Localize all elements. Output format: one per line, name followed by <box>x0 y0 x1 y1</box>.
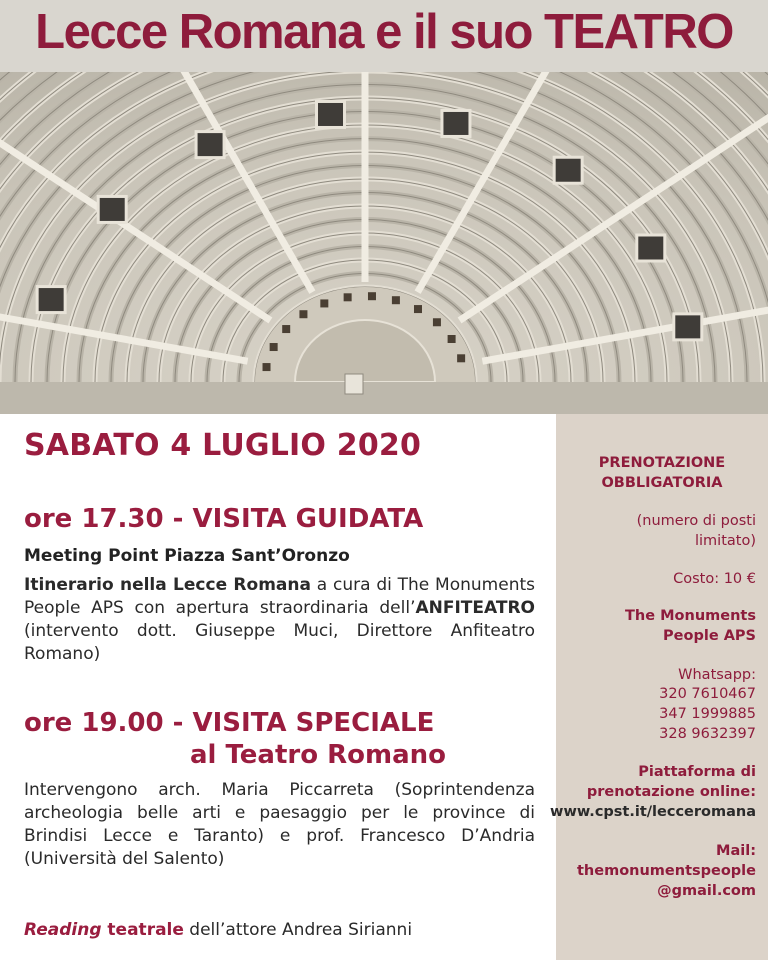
theatre-illustration <box>0 72 768 414</box>
mail-line2[interactable]: @gmail.com <box>657 883 756 899</box>
phone-2[interactable]: 347 1999885 <box>659 706 756 722</box>
event-date: SABATO 4 LUGLIO 2020 <box>24 428 422 463</box>
event1-desc-text2: (intervento dott. Giuseppe Muci, Direttore Anfiteatro Romano) <box>24 621 535 664</box>
platform-url-link[interactable]: www.cpst.it/lecceromana <box>550 804 756 820</box>
org-line2: People APS <box>663 628 756 644</box>
header-band <box>0 0 768 72</box>
event1-description <box>24 574 535 666</box>
reading-italic: Reading <box>24 920 102 940</box>
seats-line1: (numero di posti <box>636 513 756 529</box>
seats-line2: limitato) <box>695 533 756 549</box>
theatre-aerial-photo <box>0 72 768 414</box>
mail-line1[interactable]: themonumentspeople <box>577 863 756 879</box>
platform-line1: Piattaforma di <box>638 764 756 780</box>
reading-bold: teatrale <box>101 920 184 940</box>
event1-heading: ore 17.30 - VISITA GUIDATA <box>24 504 424 534</box>
event2-heading-line1: ore 19.00 - VISITA SPECIALE <box>24 708 435 738</box>
platform-line2: prenotazione online: <box>586 784 756 800</box>
event-details <box>0 414 556 960</box>
cost: Costo: 10 € <box>673 571 756 587</box>
whatsapp-label: Whatsapp: <box>678 667 756 683</box>
meeting-point: Meeting Point Piazza Sant’Oronzo <box>24 546 350 566</box>
event2-description: Intervengono arch. Maria Piccarreta (Soprintendenza archeologia belle arti e paesaggio per le province di Brindisi Lecce e Taranto) e prof. Francesco D’Andria (Università del Salento) <box>24 780 535 869</box>
booking-line1: PRENOTAZIONE <box>598 455 726 471</box>
org-line1: The Monuments <box>625 608 756 624</box>
booking-line2: OBBLIGATORIA <box>601 475 723 491</box>
phone-3[interactable]: 328 9632397 <box>659 726 756 742</box>
event1-desc-bold: Itinerario nella Lecce Romana <box>24 575 311 595</box>
phone-1[interactable]: 320 7610467 <box>659 686 756 702</box>
event1-desc-bold2: ANFITEATRO <box>415 598 535 618</box>
reading-rest: dell’attore Andrea Sirianni <box>183 920 413 940</box>
event1-desc-text: a cura di The Monuments People APS con apertura straordinaria dell’ <box>24 575 535 618</box>
event2-heading-line2: al Teatro Romano <box>190 740 447 770</box>
mail-label: Mail: <box>716 843 756 859</box>
poster-title: Lecce Romana e il suo TEATRO <box>35 5 733 59</box>
booking-sidebar <box>550 414 768 960</box>
reading-line <box>24 920 412 940</box>
